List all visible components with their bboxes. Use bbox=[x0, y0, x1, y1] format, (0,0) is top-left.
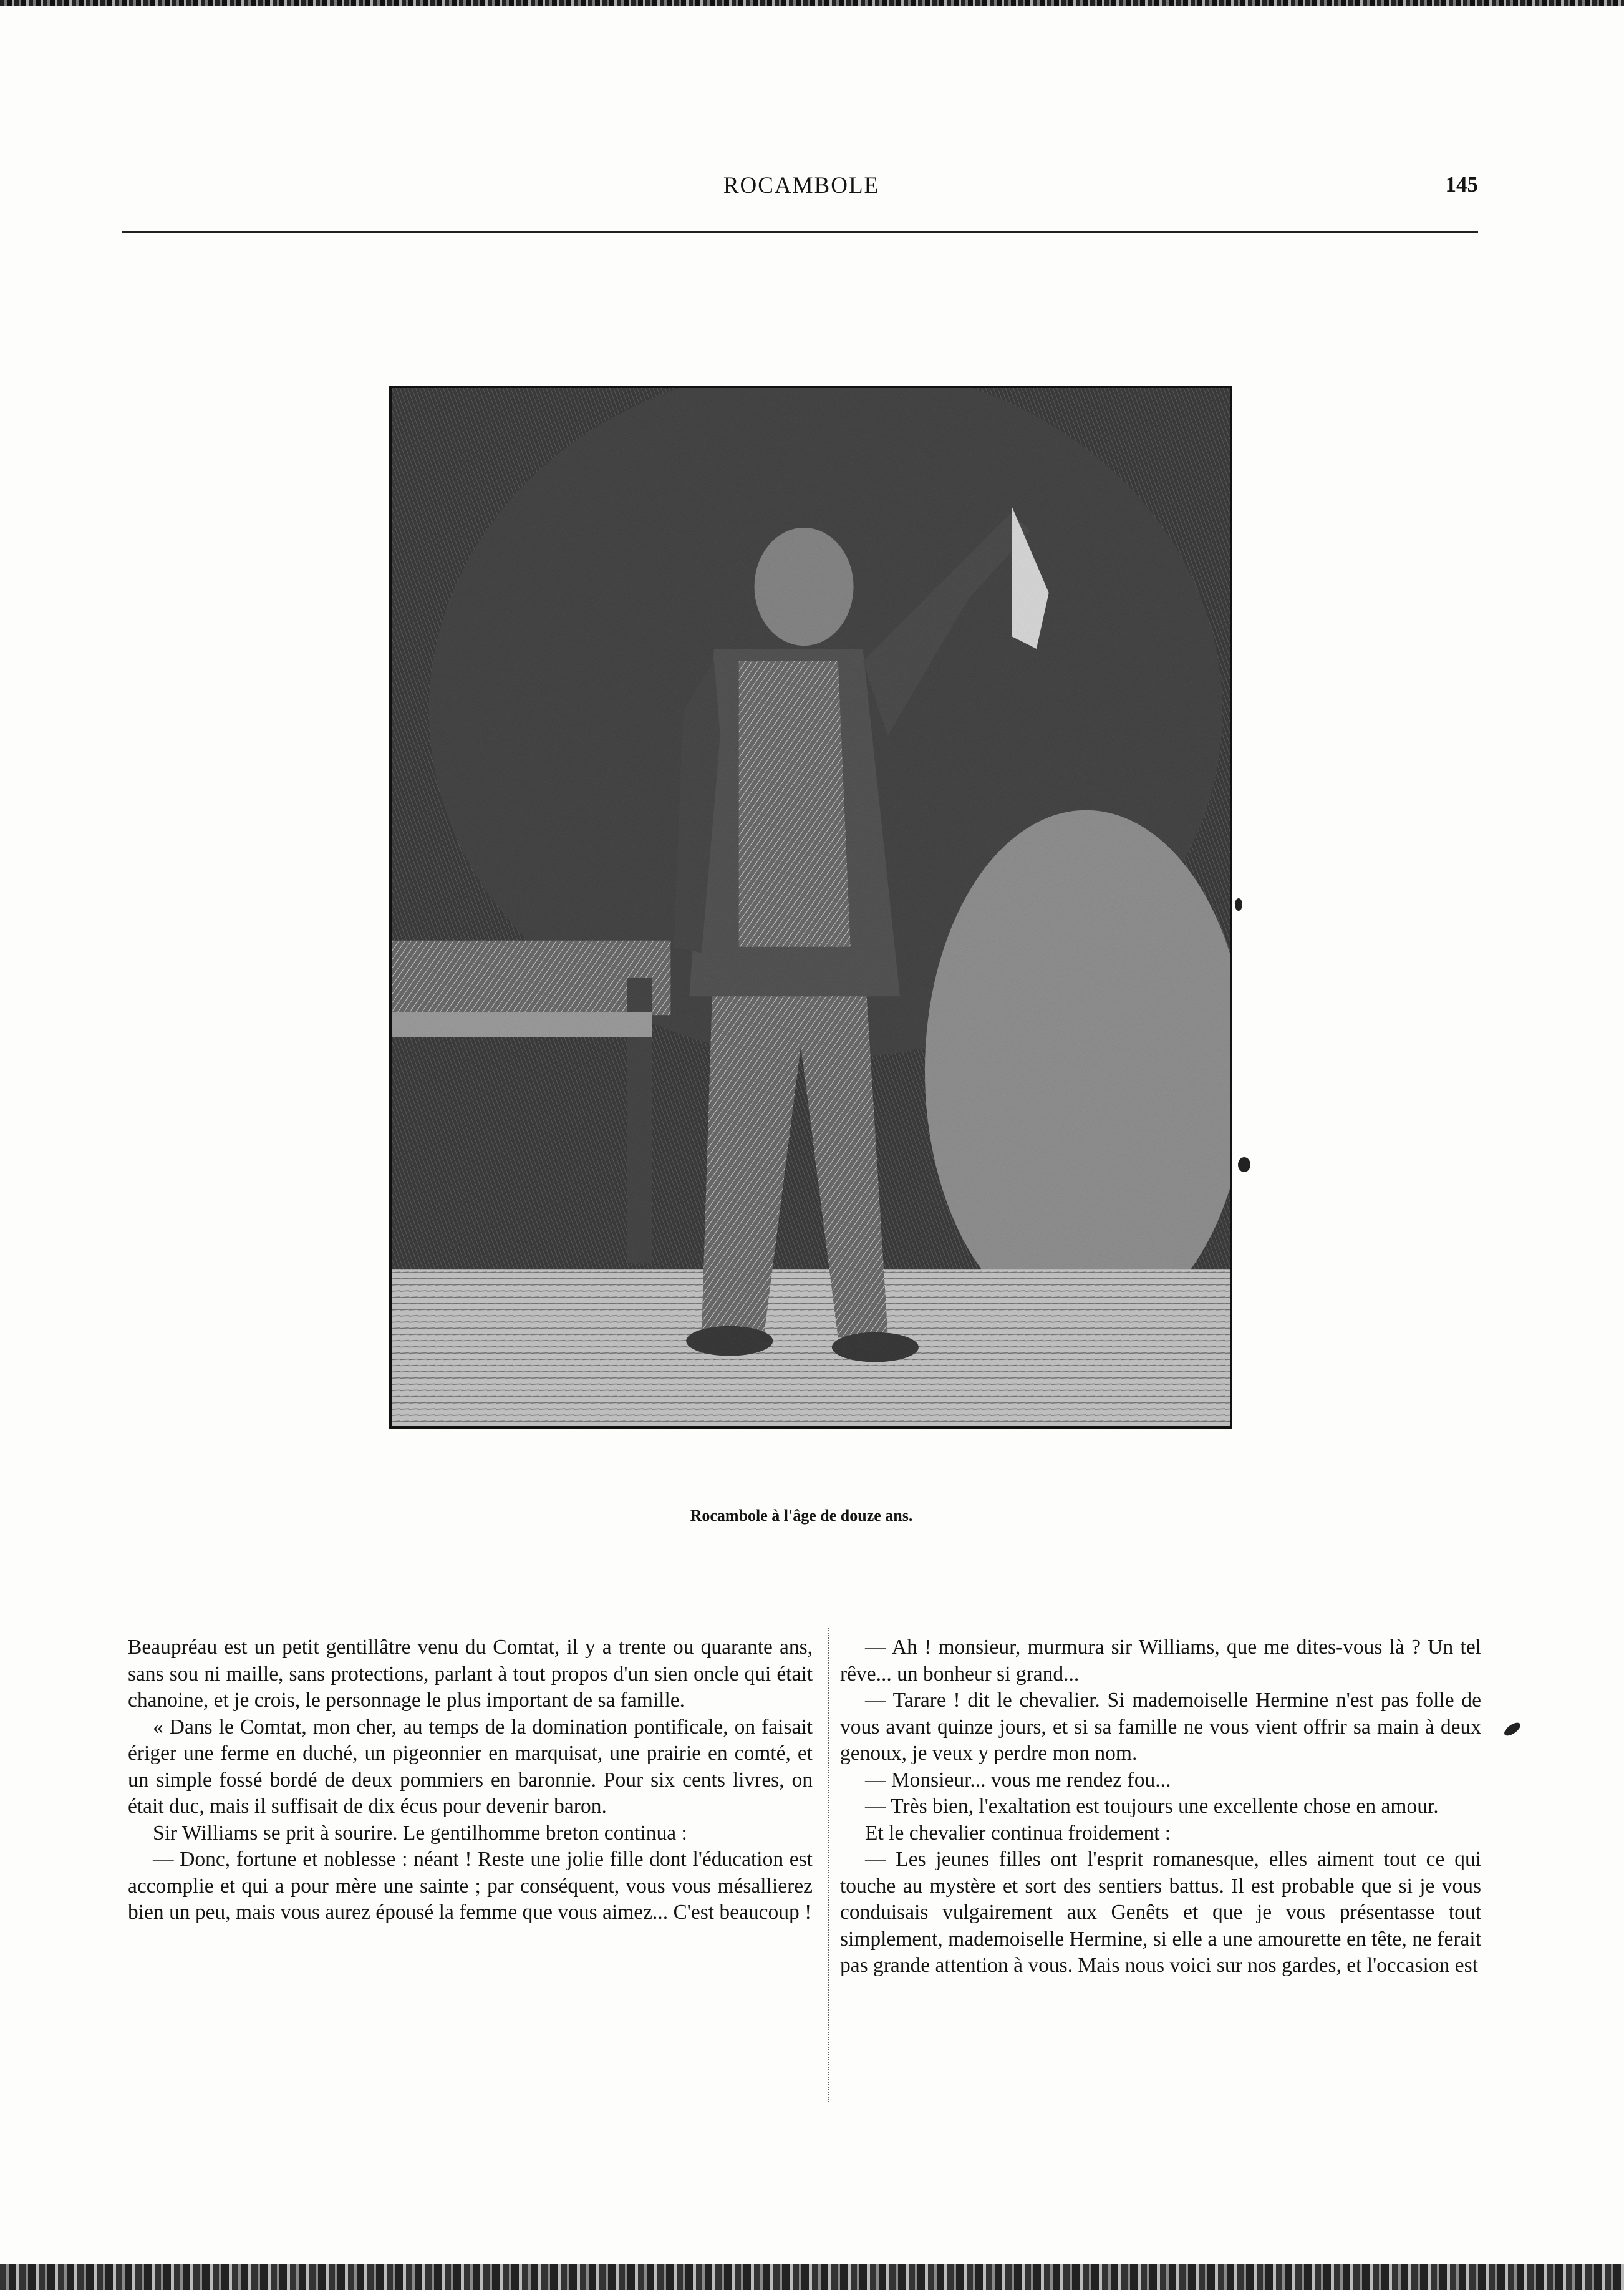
engraving-illustration bbox=[389, 386, 1232, 1429]
left-column bbox=[128, 1634, 813, 1926]
ink-smudge bbox=[1502, 1720, 1523, 1739]
paragraph: Beaupréau est un petit gentillâtre venu du Comtat, il y a trente ou quarante ans, sans sou ni maille, sans protections, parlant à tout propos d'un sien oncle qui était chanoine, et je crois, le personnage le plus important de sa famille. bbox=[128, 1636, 813, 1712]
running-head bbox=[125, 167, 1478, 205]
illustration-caption: Rocambole à l'âge de douze ans. bbox=[690, 1506, 913, 1525]
paragraph: — Tarare ! dit le chevalier. Si mademoiselle Hermine n'est pas folle de vous avant quinze jours, et si sa famille ne vous vient offrir sa main à deux genoux, je veux y perdre mon nom. bbox=[840, 1689, 1481, 1765]
paragraph: — Monsieur... vous me rendez fou... bbox=[865, 1768, 1171, 1792]
running-title: ROCAMBOLE bbox=[723, 173, 880, 198]
ink-smudge bbox=[1238, 1157, 1250, 1172]
paragraph: — Ah ! monsieur, murmura sir Williams, que me dites-vous là ? Un tel rêve... un bonheur si grand... bbox=[840, 1636, 1481, 1686]
paragraph: — Très bien, l'exaltation est toujours une excellente chose en amour. bbox=[865, 1795, 1439, 1818]
text-columns bbox=[128, 1634, 1480, 2121]
paragraph: « Dans le Comtat, mon cher, au temps de la domination pontificale, on faisait ériger une ferme en duché, un pigeonnier en marquisat, une prairie en comté, et un simple fossé bordé de deux pommiers en baronnie. Pour six cents livres, on était duc, mais il suffisait de dix écus pour devenir baron. bbox=[128, 1715, 813, 1818]
right-column bbox=[840, 1634, 1481, 1979]
page-bottom-edge bbox=[0, 2264, 1624, 2290]
paragraph: — Donc, fortune et noblesse : néant ! Reste une jolie fille dont l'éducation est accomplie et qui a pour mère une sainte ; par conséquent, vous vous mésallierez bien un peu, mais vous aurez épousé la femme que vous aimez... C'est beaucoup ! bbox=[128, 1848, 813, 1924]
page-number: 145 bbox=[1445, 172, 1478, 196]
paragraph: Et le chevalier continua froidement : bbox=[865, 1821, 1171, 1845]
page-top-edge bbox=[0, 0, 1624, 6]
engraving-figure-image bbox=[392, 388, 1230, 1426]
ink-smudge bbox=[1235, 898, 1242, 911]
header-rule bbox=[122, 231, 1478, 236]
paragraph: — Les jeunes filles ont l'esprit romanesque, elles aiment tout ce qui touche au mystère et sort des sentiers battus. Il est probable que si je vous conduisais vulgairement aux Genêts et que je vous présentasse tout simplement, mademoiselle Hermine, si elle a une amourette en tête, ne ferait pas grande attention à vous. Mais nous voici sur nos gardes, et l'occasion est bbox=[840, 1848, 1481, 1977]
paragraph: Sir Williams se prit à sourire. Le gentilhomme breton continua : bbox=[153, 1821, 687, 1845]
